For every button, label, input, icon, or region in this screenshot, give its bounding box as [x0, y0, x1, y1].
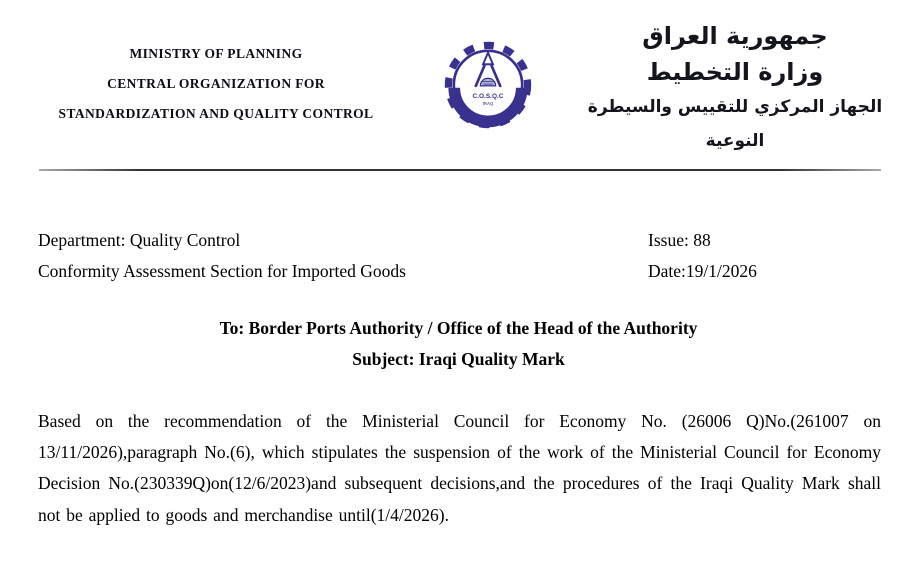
org-name-line-2: CENTRAL ORGANIZATION FOR [107, 76, 325, 91]
arabic-ministry-line: وزارة التخطيط [646, 58, 824, 86]
arabic-letterhead [565, 18, 905, 158]
section-line: Conformity Assessment Section for Imported Goods [38, 260, 406, 281]
org-name-block [48, 46, 384, 136]
arabic-republic-line: جمهورية العراق [642, 22, 828, 50]
issue-line: Issue: 88 [648, 230, 711, 250]
logo-country: IRAQ [482, 100, 494, 106]
cosqc-seal-icon [443, 40, 533, 130]
logo-acronym: C.O.S.Q.C [472, 93, 504, 101]
arabic-organization-line: الجهاز المركزي للتقييس والسيطرة النوعية [587, 97, 883, 151]
org-name-line-3: STANDARDIZATION AND QUALITY CONTROL [58, 106, 374, 121]
cosqc-logo [443, 40, 533, 130]
letter-body: Based on the recommendation of the Ministerial Council for Economy No. (26006 Q)No.(261007 on 13/11/2026),paragraph No.(6), which stipulates the suspension of the work of the Ministerial Council for Economy Decision No.(230339Q)on(12/6/2023)and subsequent decisions,and the procedures of the Iraqi Quality Mark shall not be applied to goods and merchandise until(1/4/2026). [38, 411, 881, 525]
subject-line: Subject: Iraqi Quality Mark [352, 349, 565, 369]
header-divider [39, 169, 881, 171]
department-line: Department: Quality Control [38, 230, 241, 250]
date-line: Date:19/1/2026 [648, 260, 757, 281]
org-name-line-1: MINISTRY OF PLANNING [129, 46, 303, 61]
meta-right-column [648, 225, 757, 286]
to-line: To: Border Ports Authority / Office of the Head of the Authority [219, 318, 698, 338]
meta-left-column [38, 225, 406, 286]
